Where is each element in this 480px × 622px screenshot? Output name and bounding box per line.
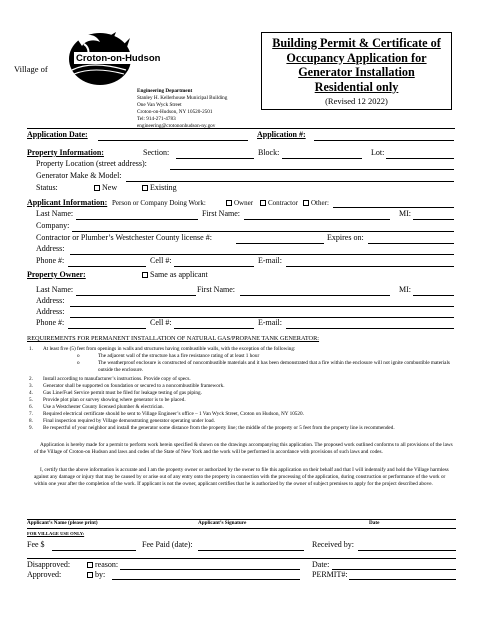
req-num-6: 6. <box>29 404 33 410</box>
village-of-text: Village of <box>14 64 48 74</box>
owner-last-name-label: Last Name: <box>36 285 74 294</box>
contractor-option-label: Contractor <box>268 199 298 207</box>
req-sub-1: The adjacent wall of the structure has a fire resistance rating of at least 1 hour <box>98 353 260 359</box>
block-label: Block: <box>258 148 280 157</box>
application-statement: Application is hereby made for a permit to perform work herein specified & shown on the drawings accompanying this application. The proposed work outlined conforms to all provisions of the laws of the Village of Croton-on Hudson and laws and codes of the State of New York and the work will be performed in accordance with provisions of such laws and codes. <box>34 442 453 455</box>
dept-line-1: Engineering Department <box>137 88 193 94</box>
dept-line-4: Croton-on-Hudson, NY 10520-2501 <box>137 109 213 115</box>
status-new-option[interactable] <box>94 183 117 192</box>
contractor-option[interactable] <box>260 199 298 207</box>
form-title-box <box>261 32 452 110</box>
company-field[interactable] <box>72 231 454 232</box>
approved-by-field[interactable] <box>112 579 300 580</box>
section-field[interactable] <box>176 158 254 159</box>
owner-first-name-label: First Name: <box>197 285 235 294</box>
village-use-divider <box>27 528 456 529</box>
dept-line-5: Tel: 914-271-4783 <box>137 116 176 122</box>
applicant-info-heading: Applicant Information: <box>27 198 108 207</box>
applicant-last-name-label: Last Name: <box>36 209 74 218</box>
person-doing-work-label: Person or Company Doing Work: <box>112 199 206 207</box>
owner-email-label: E-mail: <box>258 318 282 327</box>
title-line-4: Residential only <box>314 79 399 94</box>
property-owner-heading: Property Owner: <box>27 270 86 279</box>
same-as-applicant-checkbox[interactable] <box>142 272 148 278</box>
same-as-applicant-label: Same as applicant <box>150 270 208 279</box>
owner-address-1-label: Address: <box>36 296 65 305</box>
village-use-divider-2 <box>27 558 456 559</box>
applicant-address-field[interactable] <box>70 254 454 255</box>
fee-paid-field[interactable] <box>198 550 304 551</box>
req-item-6: Use a Westchester County licensed plumber & electrician. <box>43 404 164 410</box>
dept-line-3: One Van Wyck Street <box>137 102 182 108</box>
fee-paid-label: Fee Paid (date): <box>142 540 193 549</box>
owner-option[interactable] <box>226 199 253 207</box>
dept-line-2: Stanley H. Kellerhouse Municipal Building <box>137 95 228 101</box>
existing-checkbox[interactable] <box>142 185 148 191</box>
req-num-4: 4. <box>29 390 33 396</box>
application-date-label: Application Date: <box>27 130 88 139</box>
req-num-2: 2. <box>29 376 33 382</box>
existing-label: Existing <box>150 183 177 192</box>
contractor-checkbox[interactable] <box>260 200 266 206</box>
req-item-9: Be respectful of your neighbor and install the generator some distance from the property line; the middle of the property or 5 feet from the property line is recommended. <box>43 425 395 431</box>
req-num-1: 1. <box>29 346 33 352</box>
applicant-signature-label: Applicant’s Signature <box>198 520 247 526</box>
property-info-heading: Property Information: <box>27 148 104 157</box>
owner-phone-label: Phone #: <box>36 318 65 327</box>
new-label: New <box>102 183 118 192</box>
same-as-applicant-option[interactable] <box>142 270 208 279</box>
owner-mi-label: MI: <box>399 285 411 294</box>
req-num-7: 7. <box>29 411 33 417</box>
reason-option[interactable] <box>87 560 118 569</box>
owner-address-1-field[interactable] <box>70 306 454 307</box>
other-field[interactable] <box>333 207 454 208</box>
req-item-8: Final inspection required by Village demonstrating generator operating under load. <box>43 418 215 424</box>
owner-first-name-field[interactable] <box>240 295 390 296</box>
by-checkbox[interactable] <box>87 572 93 578</box>
company-label: Company: <box>36 221 70 230</box>
application-number-label: Application #: <box>257 130 306 139</box>
disapproved-date-field[interactable] <box>332 569 456 570</box>
property-location-label: Property Location (street address): <box>36 159 147 168</box>
owner-address-2-label: Address: <box>36 307 65 316</box>
applicant-last-name-field[interactable] <box>76 219 198 220</box>
other-checkbox[interactable] <box>303 200 309 206</box>
status-label: Status: <box>36 183 58 192</box>
req-num-5: 5. <box>29 397 33 403</box>
applicant-mi-field[interactable] <box>413 219 454 220</box>
new-checkbox[interactable] <box>94 185 100 191</box>
owner-cell-field[interactable] <box>174 328 254 329</box>
received-by-field[interactable] <box>358 550 456 551</box>
permit-number-label: PERMIT#: <box>312 570 348 579</box>
village-use-heading: FOR VILLAGE USE ONLY: <box>27 531 85 536</box>
owner-cell-label: Cell #: <box>150 318 172 327</box>
form-title <box>262 36 451 94</box>
logo-name: Croton-on-Hudson <box>76 53 161 64</box>
status-existing-option[interactable] <box>142 183 177 192</box>
applicant-email-label: E-mail: <box>258 256 282 265</box>
req-item-7: Required electrical certificate should be sent to Village Engineer’s office – 1 Van Wyck Street, Croton on Hudson, NY 10520. <box>43 411 304 417</box>
applicant-address-label: Address: <box>36 244 65 253</box>
applicant-phone-field[interactable] <box>68 266 146 267</box>
certification-statement: I, certify that the above information is accurate and I am the property owner or authorized by the owner to file this application on their behalf and that I will indemnify and hold the Village harmless against any damage or injury that may be caused by or arise out of any entry onto the property in connection with the processing of the application, during construction or performance of the work or within one year after the completion of the work. If applicant is not the owner, applicant certifies that he is authorized by the owner of subject premises to apply for the project described above. <box>34 467 449 487</box>
lot-label: Lot: <box>371 148 385 157</box>
owner-last-name-field[interactable] <box>76 295 196 296</box>
req-sub-2: The weatherproof enclosure is constructed of noncombustible materials and it has been demonstrated that a fire within the enclosure will not ignite combustible materials outside the enclosure. <box>98 360 450 373</box>
title-line-2: Occupancy Application for <box>286 50 427 65</box>
date-label: Date <box>369 520 380 526</box>
other-option-label: Other: <box>311 199 329 207</box>
title-line-3: Generator Installation <box>298 65 415 79</box>
generator-model-label: Generator Make & Model: <box>36 171 122 180</box>
applicant-email-field[interactable] <box>286 266 454 267</box>
by-label: by: <box>95 570 106 579</box>
owner-option-label: Owner <box>234 199 254 207</box>
expires-field[interactable] <box>368 243 454 244</box>
req-num-8: 8. <box>29 418 33 424</box>
req-item-4: Gas Line/Fuel Service permit must be filed for leakage testing of gas piping. <box>43 390 202 396</box>
approved-label: Approved: <box>27 570 62 579</box>
license-field[interactable] <box>236 243 324 244</box>
reason-label: reason: <box>95 560 119 569</box>
req-item-1: At least five (5) feet from openings in walls and structures having combustible walls, with the exception of the following: <box>43 346 296 352</box>
applicant-phone-label: Phone #: <box>36 256 65 265</box>
disapproved-label: Disapproved: <box>27 560 71 569</box>
owner-checkbox[interactable] <box>226 200 232 206</box>
req-num-3: 3. <box>29 383 33 389</box>
owner-email-field[interactable] <box>286 328 454 329</box>
req-num-9: 9. <box>29 425 33 431</box>
reason-checkbox[interactable] <box>87 562 93 568</box>
application-date-field[interactable] <box>98 140 248 141</box>
license-label: Contractor or Plumber’s Westchester County license #: <box>36 233 212 242</box>
revised-date: (Revised 12 2022) <box>325 96 388 106</box>
req-sub-bullet-2: o <box>77 360 80 366</box>
other-option[interactable] <box>303 199 329 207</box>
owner-phone-field[interactable] <box>68 328 146 329</box>
property-location-field[interactable] <box>170 169 454 170</box>
applicant-cell-field[interactable] <box>174 266 254 267</box>
applicant-first-name-field[interactable] <box>244 219 390 220</box>
permit-number-field[interactable] <box>349 579 456 580</box>
req-sub-bullet-1: o <box>77 353 80 359</box>
req-item-5: Provide plot plan or survey showing where generator is to be placed. <box>43 397 186 403</box>
applicant-mi-label: MI: <box>399 209 411 218</box>
applicant-cell-label: Cell #: <box>150 256 172 265</box>
generator-model-field[interactable] <box>126 181 454 182</box>
fee-field[interactable] <box>52 550 136 551</box>
applicant-first-name-label: First Name: <box>202 209 240 218</box>
req-item-2: Install according to manufacturer’s instructions. Provide copy of specs. <box>43 376 191 382</box>
section-label: Section: <box>143 148 170 157</box>
requirements-heading: REQUIREMENTS FOR PERMANENT INSTALLATION OF NATURAL GAS/PROPANE TANK GENERATOR: <box>27 335 320 342</box>
disapproved-date-label: Date: <box>312 560 330 569</box>
reason-field[interactable] <box>120 569 300 570</box>
fee-label: Fee $ <box>27 540 45 549</box>
expires-label: Expires on: <box>327 233 364 242</box>
application-number-field[interactable] <box>314 140 454 141</box>
lot-field[interactable] <box>386 158 454 159</box>
req-item-3: Generator shall be supported on foundation or secured to a noncombustible framework. <box>43 383 225 389</box>
title-line-1: Building Permit & Certificate of <box>272 36 441 50</box>
by-option[interactable] <box>87 570 105 579</box>
owner-mi-field[interactable] <box>413 295 454 296</box>
applicant-name-label: Applicant’s Name (please print) <box>27 520 98 526</box>
dept-email: engineering@crotononhudson-ny.gov <box>137 123 216 129</box>
header-divider <box>27 128 455 129</box>
received-by-label: Received by: <box>312 540 354 549</box>
block-field[interactable] <box>282 158 362 159</box>
